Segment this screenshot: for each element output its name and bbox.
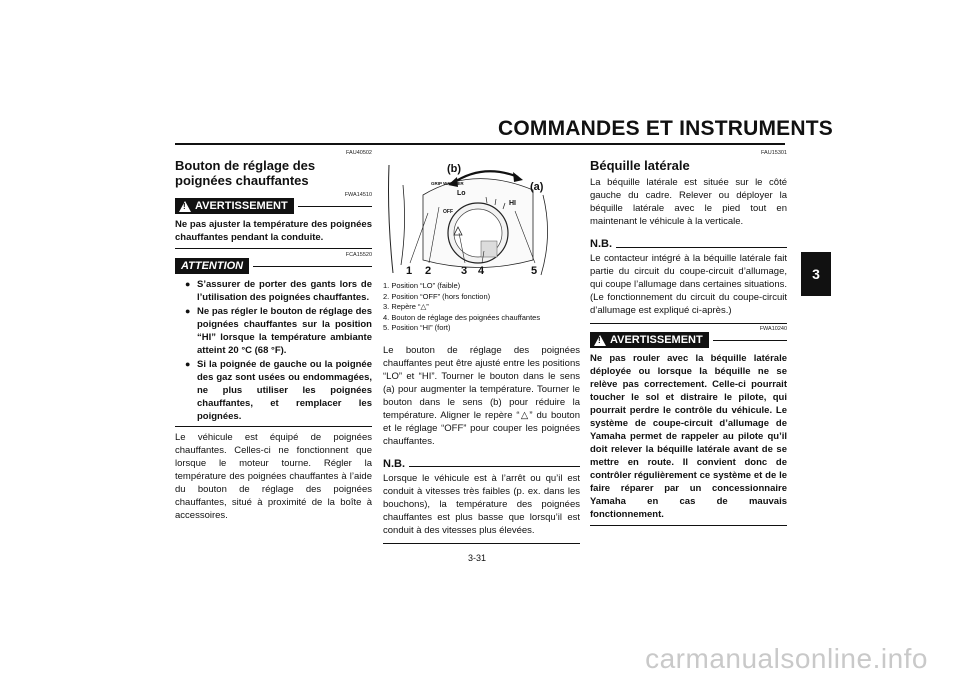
warning-header	[590, 332, 787, 348]
warning-code: FWA14510	[344, 192, 372, 198]
warning-header	[175, 198, 372, 214]
chapter-tab: 3	[801, 252, 831, 296]
body-paragraph: Le bouton de réglage des poignées chauffantes peut être ajusté entre les positions “LO” et “HI”. Tourner le bouton dans le sens (a) pour augmenter la température. Tourner le bouton dans le sens (b) pour réduire la température. Aligner le repère “△” du bouton et le réglage “OFF” pour couper les poignées chauffantes.	[383, 344, 580, 447]
attention-badge: ATTENTION	[175, 258, 249, 274]
grip-warmer-diagram	[383, 155, 580, 280]
off-label: OFF	[443, 209, 453, 215]
callout-5: 5	[531, 265, 538, 277]
attention-header	[175, 258, 372, 274]
callout-1: 1	[406, 265, 413, 277]
figure-caption: 5. Position “HI” (fort)	[383, 323, 451, 332]
warning-text: Ne pas rouler avec la béquille latérale déployée ou lorsque la béquille ne se relève pas correctement. Celle-ci pourrait toucher le sol et distraire le pilote, qui pourrait perdre le contrôle du véhicule. Le système de coupe-circuit d’allumage de Yamaha permet de rappeler au pilote qu’il doit relever la béquille latérale avant de se mettre en route. Il convient donc de contrôler régulièrement ce système et de le faire réparer par un concessionnaire Yamaha en cas de mauvais fonctionnement.	[590, 353, 787, 520]
body-paragraph: Le véhicule est équipé de poignées chauffantes. Celles-ci ne fonctionnent que lorsque le moteur tourne. Régler la température des poignées chauffantes à l’aide du bouton de réglage des poignées chauffantes, situé à proximité de la boîte à accessoires.	[175, 432, 372, 521]
warning-badge: ! AVERTISSEMENT	[175, 198, 294, 214]
direction-a-label: (a)	[530, 181, 544, 193]
list-item: ● Ne pas régler le bouton de réglage des poignées chauffantes sur la position “HI” lorsque la température ambiante atteint 20 °C (68 °F).	[185, 305, 372, 357]
note-text: Lorsque le véhicule est à l’arrêt ou qu’il est conduit à vitesses très faibles (p. ex. dans les bouchons), la température des poignées chauffantes est plus basse que lorsqu’il est conduit à des vitesses plus élevées.	[383, 472, 580, 536]
body-paragraph: La béquille latérale est située sur le côté gauche du cadre. Relever ou déployer la béquille latérale avec le pied tout en maintenant le véhicule à la verticale.	[590, 177, 787, 227]
lo-label: Lo	[457, 190, 466, 197]
section-heading: Béquille latérale	[590, 158, 690, 173]
hi-label: HI	[509, 200, 516, 207]
column-heated-grips	[175, 150, 372, 522]
list-item: ● S’assurer de porter des gants lors de l’utilisation des poignées chauffantes.	[185, 278, 372, 304]
header-rule	[175, 143, 785, 145]
warning-icon: !	[594, 335, 606, 346]
section-code: FAU15301	[761, 150, 787, 156]
grip-warmer-label: GRIP WARMER	[431, 181, 464, 186]
callout-2: 2	[425, 265, 432, 277]
section-heading: Bouton de réglage des poignées chauffantes	[175, 158, 316, 188]
figure-caption: 2. Position “OFF” (hors fonction)	[383, 291, 491, 301]
attention-list	[175, 278, 372, 423]
note-text: Le contacteur intégré à la béquille latérale fait partie du circuit du coupe-circuit d’allumage, qui coupe l’allumage dans certaines situations. (Le fonctionnement du circuit du coupe-circuit d’allumage est expliqué ci-après.)	[590, 253, 787, 316]
note-label: N.B.	[590, 238, 612, 250]
figure-caption: 4. Bouton de réglage des poignées chauffantes	[383, 312, 541, 322]
column-side-stand	[590, 150, 787, 526]
note-header	[383, 458, 580, 470]
page-number: 3-31	[468, 553, 487, 563]
page-header-title: COMMANDES ET INSTRUMENTS	[498, 117, 833, 140]
note-label: N.B.	[383, 457, 405, 470]
attention-code: FCA15520	[345, 252, 372, 258]
column-grip-warmer-text	[383, 281, 580, 544]
callout-4: 4	[478, 265, 485, 277]
direction-b-label: (b)	[447, 163, 462, 175]
list-item: ● Si la poignée de gauche ou la poignée des gaz sont usées ou endommagées, ne plus utiliser les poignées chauffantes, et remplacer les poignées.	[185, 358, 372, 423]
section-code: FAU40502	[346, 150, 372, 156]
callout-3: 3	[461, 265, 468, 277]
figure-caption: 1. Position “LO” (faible)	[383, 281, 461, 290]
watermark: carmanualsonline.info	[645, 643, 928, 674]
note-header	[590, 238, 787, 250]
warning-text: Ne pas ajuster la température des poignées chauffantes pendant la conduite.	[175, 219, 372, 243]
figure-caption: 3. Repère “△”	[383, 302, 429, 311]
warning-code: FWA10240	[759, 326, 787, 332]
warning-badge: ! AVERTISSEMENT	[590, 332, 709, 348]
warning-icon: !	[179, 201, 191, 212]
